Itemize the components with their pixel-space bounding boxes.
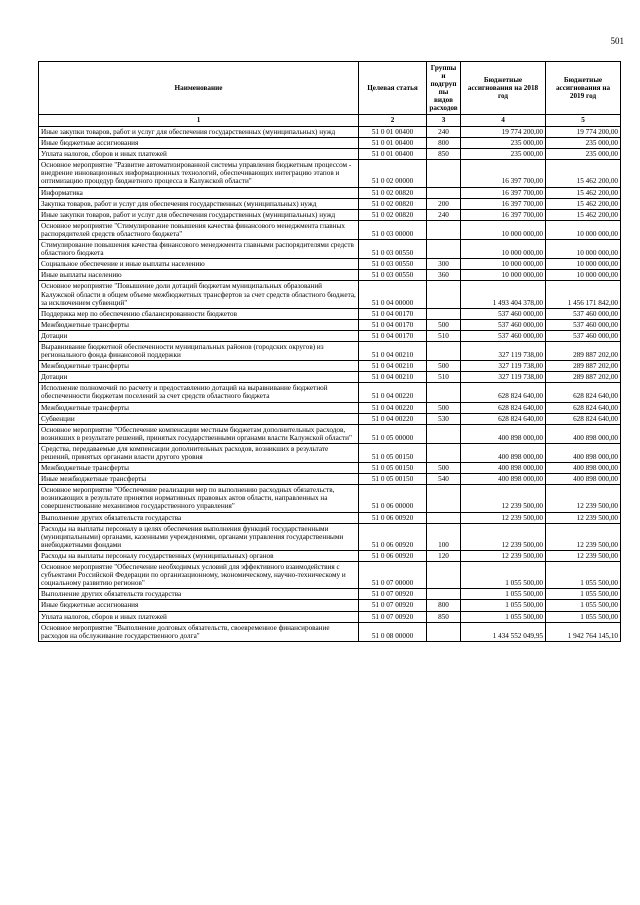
row-amount-2019-cell: 537 460 000,00 <box>546 330 621 341</box>
table-row <box>39 281 621 308</box>
row-name-cell: Социальное обеспечение и иные выплаты населению <box>39 259 359 270</box>
row-amount-2019-cell: 15 462 200,00 <box>546 209 621 220</box>
table-row <box>39 308 621 319</box>
table-row <box>39 424 621 443</box>
row-name-cell: Уплата налогов, сборов и иных платежей <box>39 149 359 160</box>
table-row <box>39 160 621 187</box>
row-amount-2019-cell: 10 000 000,00 <box>546 240 621 259</box>
row-target-article-cell: 51 0 04 00210 <box>359 341 427 360</box>
table-row <box>39 600 621 611</box>
row-amount-2019-cell: 1 055 500,00 <box>546 589 621 600</box>
row-amount-2018-cell: 16 397 700,00 <box>461 209 546 220</box>
row-amount-2018-cell: 537 460 000,00 <box>461 319 546 330</box>
row-expense-group-cell <box>427 562 461 589</box>
row-expense-group-cell: 300 <box>427 259 461 270</box>
row-name-cell: Закупка товаров, работ и услуг для обеспечения государственных (муниципальных) нужд <box>39 198 359 209</box>
table-row <box>39 402 621 413</box>
row-target-article-cell: 51 0 02 00820 <box>359 209 427 220</box>
row-amount-2019-cell: 628 824 640,00 <box>546 413 621 424</box>
row-name-cell: Иные закупки товаров, работ и услуг для обеспечения государственных (муниципальных) нужд <box>39 127 359 138</box>
row-target-article-cell: 51 0 07 00920 <box>359 589 427 600</box>
row-expense-group-cell <box>427 281 461 308</box>
table-row <box>39 319 621 330</box>
row-target-article-cell: 51 0 04 00000 <box>359 281 427 308</box>
table-row <box>39 523 621 550</box>
table-row <box>39 562 621 589</box>
row-amount-2019-cell: 1 456 171 842,00 <box>546 281 621 308</box>
row-expense-group-cell <box>427 589 461 600</box>
row-name-cell: Уплата налогов, сборов и иных платежей <box>39 611 359 622</box>
row-amount-2019-cell: 400 898 000,00 <box>546 424 621 443</box>
row-amount-2019-cell: 1 055 500,00 <box>546 611 621 622</box>
row-name-cell: Средства, передаваемые для компенсации дополнительных расходов, возникших в результате решений, принятых органами власти другого уровня <box>39 443 359 462</box>
row-target-article-cell: 51 0 06 00920 <box>359 550 427 561</box>
table-row <box>39 270 621 281</box>
row-name-cell: Расходы на выплаты персоналу в целях обеспечения выполнения функций государственными (муниципальными) органами, казенными учреждениями, органами управления государственными внебюджетными фондами <box>39 523 359 550</box>
table-row <box>39 443 621 462</box>
row-expense-group-cell: 240 <box>427 127 461 138</box>
row-name-cell: Основное мероприятие "Стимулирование повышения качества финансового менеджмента главных распорядителей средств областного бюджета" <box>39 220 359 239</box>
table-row <box>39 474 621 485</box>
column-number: 5 <box>546 115 621 127</box>
row-expense-group-cell <box>427 622 461 641</box>
row-target-article-cell: 51 0 05 00150 <box>359 474 427 485</box>
table-row <box>39 463 621 474</box>
column-number: 2 <box>359 115 427 127</box>
row-amount-2018-cell: 1 055 500,00 <box>461 611 546 622</box>
row-amount-2018-cell: 10 000 000,00 <box>461 240 546 259</box>
row-amount-2018-cell: 16 397 700,00 <box>461 187 546 198</box>
row-target-article-cell: 51 0 02 00000 <box>359 160 427 187</box>
row-target-article-cell: 51 0 04 00220 <box>359 383 427 402</box>
row-name-cell: Исполнение полномочий по расчету и предоставлению дотаций на выравнивание бюджетной обеспеченности бюджетам поселений за счет средств областного бюджета <box>39 383 359 402</box>
row-expense-group-cell: 510 <box>427 330 461 341</box>
row-amount-2018-cell: 1 493 404 378,00 <box>461 281 546 308</box>
row-expense-group-cell <box>427 187 461 198</box>
row-amount-2018-cell: 327 119 738,00 <box>461 361 546 372</box>
row-target-article-cell: 51 0 07 00920 <box>359 600 427 611</box>
row-target-article-cell: 51 0 03 00550 <box>359 240 427 259</box>
row-target-article-cell: 51 0 04 00170 <box>359 330 427 341</box>
row-name-cell: Межбюджетные трансферты <box>39 463 359 474</box>
row-amount-2018-cell: 12 239 500,00 <box>461 485 546 512</box>
row-target-article-cell: 51 0 06 00000 <box>359 485 427 512</box>
row-amount-2018-cell: 628 824 640,00 <box>461 402 546 413</box>
row-expense-group-cell: 240 <box>427 209 461 220</box>
column-number-row <box>39 115 621 127</box>
header-2019: Бюджетные ассигнования на 2019 год <box>546 62 621 115</box>
row-amount-2019-cell: 1 055 500,00 <box>546 600 621 611</box>
row-amount-2019-cell: 628 824 640,00 <box>546 402 621 413</box>
row-target-article-cell: 51 0 04 00220 <box>359 413 427 424</box>
row-expense-group-cell <box>427 383 461 402</box>
row-expense-group-cell: 800 <box>427 138 461 149</box>
row-amount-2018-cell: 10 000 000,00 <box>461 259 546 270</box>
row-amount-2018-cell: 235 000,00 <box>461 138 546 149</box>
row-target-article-cell: 51 0 01 00400 <box>359 149 427 160</box>
row-target-article-cell: 51 0 01 00400 <box>359 127 427 138</box>
row-amount-2018-cell: 10 000 000,00 <box>461 220 546 239</box>
row-amount-2019-cell: 1 055 500,00 <box>546 562 621 589</box>
page-number: 501 <box>610 36 624 46</box>
row-name-cell: Межбюджетные трансферты <box>39 361 359 372</box>
row-target-article-cell: 51 0 07 00920 <box>359 611 427 622</box>
row-name-cell: Межбюджетные трансферты <box>39 319 359 330</box>
row-expense-group-cell: 120 <box>427 550 461 561</box>
header-target-article: Целевая статья <box>359 62 427 115</box>
table-row <box>39 138 621 149</box>
table-row <box>39 589 621 600</box>
row-name-cell: Стимулирование повышения качества финансового менеджмента главными распорядителями средств областного бюджета <box>39 240 359 259</box>
row-amount-2018-cell: 235 000,00 <box>461 149 546 160</box>
table-row <box>39 383 621 402</box>
row-amount-2019-cell: 10 000 000,00 <box>546 220 621 239</box>
row-name-cell: Основное мероприятие "Обеспечение реализации мер по выполнению расходных обязательств, возникающих в результате принятия нормативных правовых актов области, направленных на совершенствование механизмов государственного управления" <box>39 485 359 512</box>
row-name-cell: Поддержка мер по обеспечению сбалансированности бюджетов <box>39 308 359 319</box>
row-expense-group-cell <box>427 220 461 239</box>
row-target-article-cell: 51 0 05 00000 <box>359 424 427 443</box>
row-amount-2018-cell: 537 460 000,00 <box>461 308 546 319</box>
row-name-cell: Выполнение других обязательств государства <box>39 512 359 523</box>
row-amount-2018-cell: 19 774 200,00 <box>461 127 546 138</box>
row-name-cell: Иные закупки товаров, работ и услуг для обеспечения государственных (муниципальных) нужд <box>39 209 359 220</box>
row-amount-2019-cell: 628 824 640,00 <box>546 383 621 402</box>
row-name-cell: Иные межбюджетные трансферты <box>39 474 359 485</box>
column-number: 3 <box>427 115 461 127</box>
row-target-article-cell: 51 0 08 00000 <box>359 622 427 641</box>
row-expense-group-cell: 500 <box>427 463 461 474</box>
row-target-article-cell: 51 0 07 00000 <box>359 562 427 589</box>
row-target-article-cell: 51 0 04 00210 <box>359 372 427 383</box>
row-name-cell: Иные выплаты населению <box>39 270 359 281</box>
row-amount-2019-cell: 15 462 200,00 <box>546 160 621 187</box>
header-name: Наименование <box>39 62 359 115</box>
row-amount-2018-cell: 400 898 000,00 <box>461 443 546 462</box>
row-target-article-cell: 51 0 03 00000 <box>359 220 427 239</box>
row-expense-group-cell: 530 <box>427 413 461 424</box>
row-expense-group-cell <box>427 308 461 319</box>
row-amount-2018-cell: 400 898 000,00 <box>461 424 546 443</box>
table-header-row <box>39 62 621 115</box>
row-name-cell: Основное мероприятие "Выполнение долговых обязательств, своевременное финансирование расходов на обслуживание государственного долга" <box>39 622 359 641</box>
row-expense-group-cell: 500 <box>427 361 461 372</box>
row-amount-2018-cell: 628 824 640,00 <box>461 413 546 424</box>
row-amount-2019-cell: 12 239 500,00 <box>546 512 621 523</box>
row-amount-2019-cell: 1 942 764 145,10 <box>546 622 621 641</box>
table-row <box>39 611 621 622</box>
row-amount-2019-cell: 537 460 000,00 <box>546 319 621 330</box>
row-name-cell: Основное мероприятие "Обеспечение компенсации местным бюджетам дополнительных расходов, возникших в результате решений, принятых государственными органами власти Калужской области" <box>39 424 359 443</box>
table-row <box>39 259 621 270</box>
table-row <box>39 127 621 138</box>
row-amount-2018-cell: 12 239 500,00 <box>461 512 546 523</box>
row-target-article-cell: 51 0 04 00170 <box>359 308 427 319</box>
row-amount-2018-cell: 400 898 000,00 <box>461 463 546 474</box>
row-amount-2019-cell: 289 887 202,00 <box>546 372 621 383</box>
row-amount-2019-cell: 10 000 000,00 <box>546 270 621 281</box>
row-name-cell: Иные бюджетные ассигнования <box>39 600 359 611</box>
table-row <box>39 413 621 424</box>
table-row <box>39 149 621 160</box>
row-amount-2019-cell: 400 898 000,00 <box>546 474 621 485</box>
row-name-cell: Расходы на выплаты персоналу государственных (муниципальных) органов <box>39 550 359 561</box>
row-target-article-cell: 51 0 06 00920 <box>359 523 427 550</box>
row-amount-2018-cell: 628 824 640,00 <box>461 383 546 402</box>
row-amount-2018-cell: 16 397 700,00 <box>461 198 546 209</box>
row-target-article-cell: 51 0 05 00150 <box>359 443 427 462</box>
row-amount-2019-cell: 235 000,00 <box>546 149 621 160</box>
row-name-cell: Основное мероприятие "Повышение доли дотаций бюджетам муниципальных образований Калужской области в общем объеме межбюджетных трансфертов за счет средств областного бюджета, за исключением субвенций" <box>39 281 359 308</box>
row-expense-group-cell: 100 <box>427 523 461 550</box>
row-amount-2019-cell: 12 239 500,00 <box>546 550 621 561</box>
row-expense-group-cell <box>427 512 461 523</box>
table-row <box>39 622 621 641</box>
table-row <box>39 330 621 341</box>
budget-table <box>38 61 621 642</box>
row-expense-group-cell: 360 <box>427 270 461 281</box>
row-expense-group-cell <box>427 424 461 443</box>
row-target-article-cell: 51 0 06 00920 <box>359 512 427 523</box>
row-name-cell: Дотации <box>39 330 359 341</box>
row-amount-2019-cell: 400 898 000,00 <box>546 443 621 462</box>
row-amount-2019-cell: 537 460 000,00 <box>546 308 621 319</box>
header-expense-group: Группы и подгруппы видов расходов <box>427 62 461 115</box>
row-amount-2019-cell: 235 000,00 <box>546 138 621 149</box>
table-row <box>39 512 621 523</box>
row-name-cell: Выполнение других обязательств государства <box>39 589 359 600</box>
row-name-cell: Информатика <box>39 187 359 198</box>
row-amount-2019-cell: 289 887 202,00 <box>546 341 621 360</box>
row-expense-group-cell <box>427 160 461 187</box>
row-name-cell: Основное мероприятие "Обеспечение необходимых условий для эффективного взаимодействия с субъектами Российской Федерации по организационному, экономическому, научно-техническому и социальному развитию регионов" <box>39 562 359 589</box>
table-row <box>39 209 621 220</box>
row-expense-group-cell: 850 <box>427 149 461 160</box>
table-row <box>39 198 621 209</box>
row-amount-2018-cell: 1 434 552 049,95 <box>461 622 546 641</box>
row-amount-2018-cell: 327 119 738,00 <box>461 341 546 360</box>
row-expense-group-cell: 540 <box>427 474 461 485</box>
table-row <box>39 220 621 239</box>
row-name-cell: Дотации <box>39 372 359 383</box>
table-row <box>39 361 621 372</box>
row-target-article-cell: 51 0 05 00150 <box>359 463 427 474</box>
row-amount-2018-cell: 400 898 000,00 <box>461 474 546 485</box>
row-target-article-cell: 51 0 04 00170 <box>359 319 427 330</box>
row-amount-2018-cell: 16 397 700,00 <box>461 160 546 187</box>
row-expense-group-cell: 800 <box>427 600 461 611</box>
row-amount-2018-cell: 1 055 500,00 <box>461 562 546 589</box>
row-expense-group-cell: 850 <box>427 611 461 622</box>
row-amount-2019-cell: 15 462 200,00 <box>546 198 621 209</box>
row-amount-2019-cell: 15 462 200,00 <box>546 187 621 198</box>
row-expense-group-cell <box>427 341 461 360</box>
table-row <box>39 550 621 561</box>
table-row <box>39 372 621 383</box>
row-amount-2019-cell: 19 774 200,00 <box>546 127 621 138</box>
row-amount-2018-cell: 10 000 000,00 <box>461 270 546 281</box>
row-name-cell: Иные бюджетные ассигнования <box>39 138 359 149</box>
header-2018: Бюджетные ассигнования на 2018 год <box>461 62 546 115</box>
row-target-article-cell: 51 0 04 00220 <box>359 402 427 413</box>
column-number: 4 <box>461 115 546 127</box>
row-expense-group-cell: 500 <box>427 402 461 413</box>
table-row <box>39 341 621 360</box>
row-expense-group-cell <box>427 443 461 462</box>
row-amount-2019-cell: 10 000 000,00 <box>546 259 621 270</box>
row-expense-group-cell <box>427 240 461 259</box>
row-name-cell: Субвенции <box>39 413 359 424</box>
row-expense-group-cell <box>427 485 461 512</box>
table-row <box>39 240 621 259</box>
row-name-cell: Межбюджетные трансферты <box>39 402 359 413</box>
row-target-article-cell: 51 0 03 00550 <box>359 270 427 281</box>
table-row <box>39 187 621 198</box>
row-target-article-cell: 51 0 04 00210 <box>359 361 427 372</box>
row-name-cell: Выравнивание бюджетной обеспеченности муниципальных районов (городских округов) из регионального фонда финансовой поддержки <box>39 341 359 360</box>
row-amount-2018-cell: 12 239 500,00 <box>461 550 546 561</box>
row-amount-2019-cell: 12 239 500,00 <box>546 523 621 550</box>
row-amount-2019-cell: 289 887 202,00 <box>546 361 621 372</box>
row-target-article-cell: 51 0 02 00820 <box>359 187 427 198</box>
row-expense-group-cell: 200 <box>427 198 461 209</box>
row-amount-2018-cell: 537 460 000,00 <box>461 330 546 341</box>
row-amount-2019-cell: 400 898 000,00 <box>546 463 621 474</box>
table-body <box>39 127 621 642</box>
row-amount-2018-cell: 1 055 500,00 <box>461 600 546 611</box>
row-target-article-cell: 51 0 03 00550 <box>359 259 427 270</box>
row-expense-group-cell: 510 <box>427 372 461 383</box>
table-row <box>39 485 621 512</box>
row-amount-2018-cell: 327 119 738,00 <box>461 372 546 383</box>
row-name-cell: Основное мероприятие "Развитие автоматизированной системы управления бюджетным процессом - внедрение инновационных информационных технологий, обеспечивающих интеграцию этапов и оптимизацию процедур бюджетного процесса в Калужской области" <box>39 160 359 187</box>
row-target-article-cell: 51 0 01 00400 <box>359 138 427 149</box>
row-amount-2018-cell: 1 055 500,00 <box>461 589 546 600</box>
column-number: 1 <box>39 115 359 127</box>
row-amount-2018-cell: 12 239 500,00 <box>461 523 546 550</box>
row-target-article-cell: 51 0 02 00820 <box>359 198 427 209</box>
row-amount-2019-cell: 12 239 500,00 <box>546 485 621 512</box>
row-expense-group-cell: 500 <box>427 319 461 330</box>
